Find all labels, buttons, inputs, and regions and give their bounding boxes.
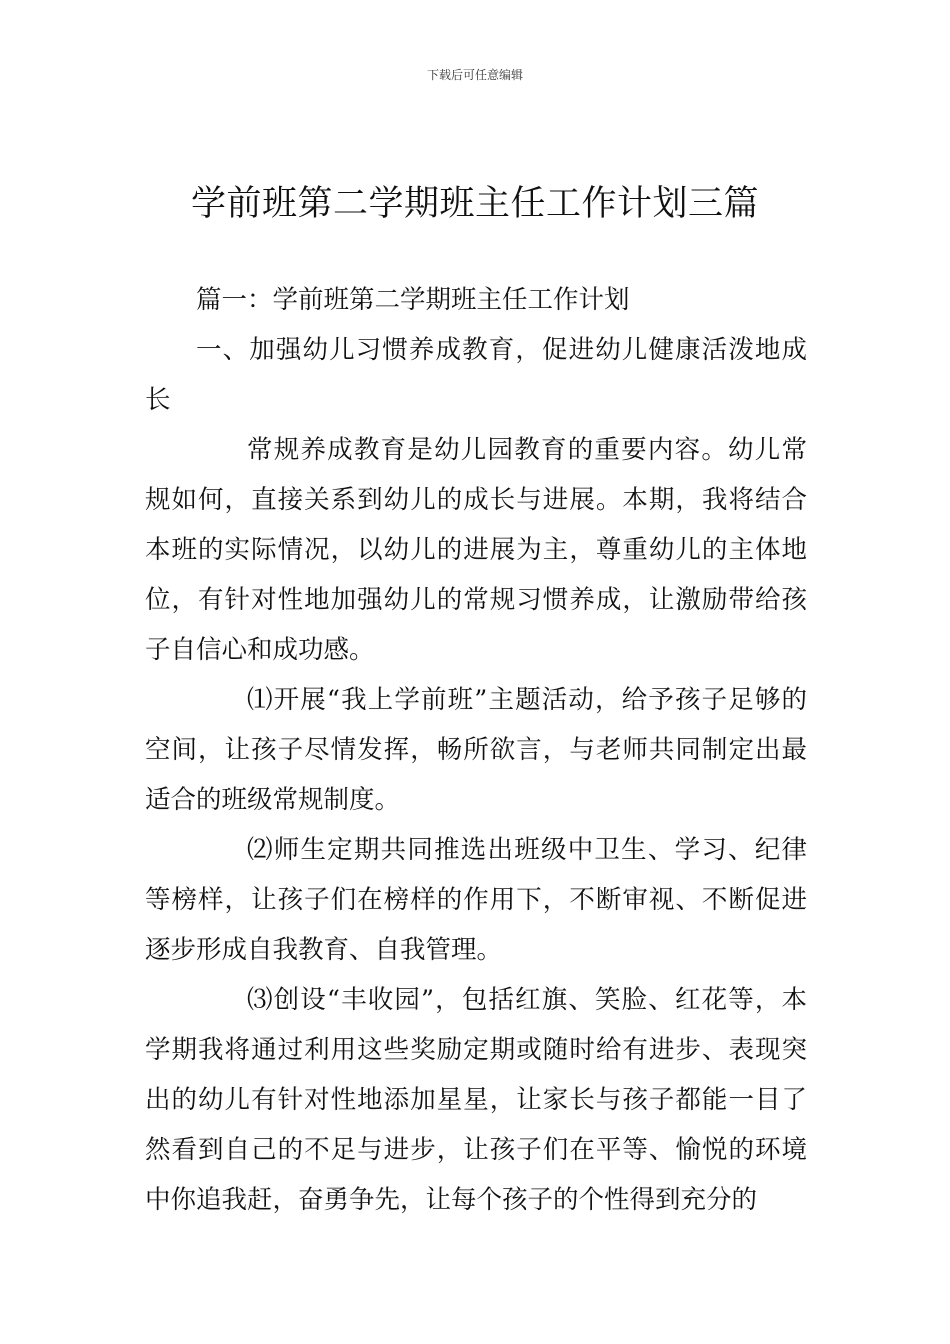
paragraph-item-2: ⑵师生定期共同推选出班级中卫生、学习、纪律等榜样，让孩子们在榜样的作用下，不断审视、不断促进逐步形成自我教育、自我管理。: [145, 835, 807, 965]
document-title: 学前班第二学期班主任工作计划三篇: [190, 184, 759, 224]
page-header-note: 下载后可任意编辑: [426, 68, 523, 82]
document-body: [145, 275, 807, 1225]
paragraph-item-1: ⑴开展“我上学前班”主题活动，给予孩子足够的空间，让孩子尽情发挥，畅所欲言，与老师共同制定出最适合的班级常规制度。: [145, 685, 807, 815]
part-heading: 一、加强幼儿习惯养成教育，促进幼儿健康活泼地成长: [145, 335, 807, 415]
section-heading: 篇一：学前班第二学期班主任工作计划: [196, 285, 630, 315]
paragraph-item-3: ⑶创设“丰收园”，包括红旗、笑脸、红花等，本学期我将通过利用这些奖励定期或随时给有进步、表现突出的幼儿有针对性地添加星星，让家长与孩子都能一目了然看到自己的不足与进步，让孩子们在平等、愉悦的环境中你追我赶，奋勇争先，让每个孩子的个性得到充分的: [145, 985, 807, 1215]
paragraph-intro: 常规养成教育是幼儿园教育的重要内容。幼儿常规如何，直接关系到幼儿的成长与进展。本期，我将结合本班的实际情况，以幼儿的进展为主，尊重幼儿的主体地位，有针对性地加强幼儿的常规习惯养成，让激励带给孩子自信心和成功感。: [145, 435, 807, 665]
